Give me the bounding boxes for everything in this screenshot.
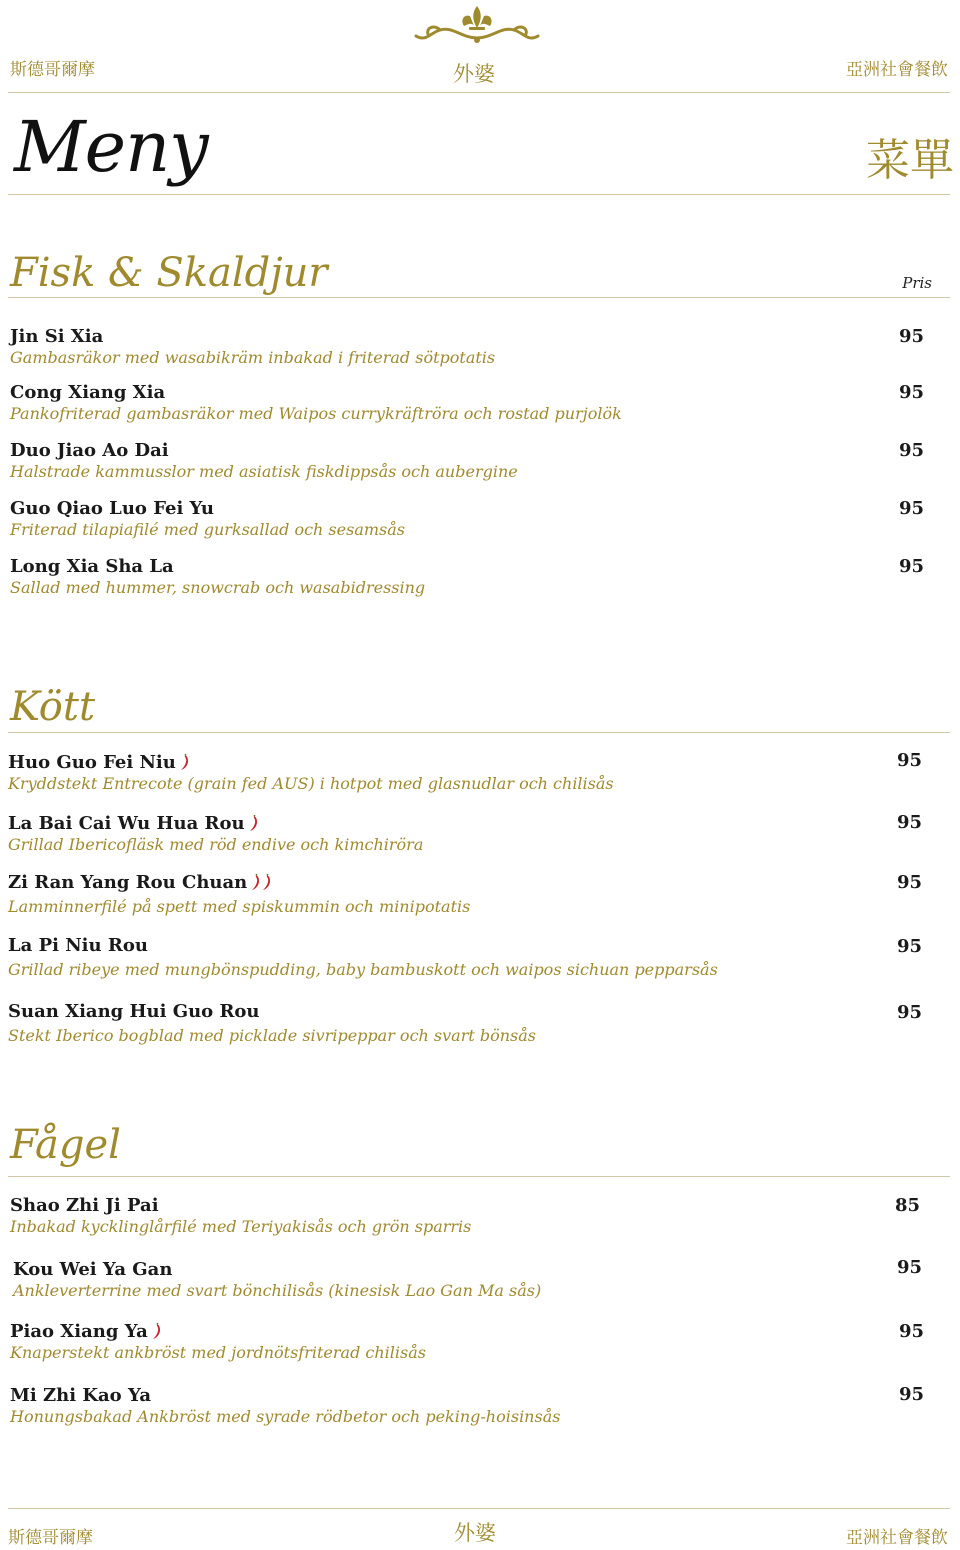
item-description: Pankofriterad gambasräkor med Waipos currykräftröra och rostad purjolök: [10, 404, 622, 423]
section-divider-kott: [8, 732, 950, 733]
item-name: Suan Xiang Hui Guo Rou: [8, 1001, 260, 1022]
menu-item: [8, 813, 938, 854]
item-description: Sallad med hummer, snowcrab och wasabidressing: [10, 578, 426, 597]
item-description: Inbakad kycklinglårfilé med Teriyakisås och grön sparris: [10, 1217, 472, 1236]
chili-indicator: [251, 874, 271, 891]
item-name: Piao Xiang Ya: [10, 1321, 148, 1342]
item-price: 95: [896, 936, 922, 957]
menu-item: [10, 1195, 940, 1236]
item-description: Ankleverterrine med svart bönchilisås (kinesisk Lao Gan Ma sås): [13, 1281, 542, 1300]
menu-item: [10, 326, 940, 367]
item-name: Jin Si Xia: [10, 326, 104, 347]
item-price: 95: [898, 382, 924, 403]
item-description: Lamminnerfilé på spett med spiskummin och minipotatis: [8, 897, 471, 916]
chili-pepper-icon: [249, 815, 258, 832]
menu-title-chinese: 菜單: [866, 135, 954, 186]
item-name: La Bai Cai Wu Hua Rou: [8, 813, 245, 834]
footer-center-text: 外婆: [454, 1521, 496, 1545]
item-description: Gambasräkor med wasabikräm inbakad i friterad sötpotatis: [10, 348, 496, 367]
item-name: Cong Xiang Xia: [10, 382, 166, 403]
item-description: Knaperstekt ankbröst med jordnötsfriterad chilisås: [10, 1343, 426, 1362]
menu-item: [8, 935, 938, 979]
item-price: 95: [898, 1384, 924, 1405]
item-description: Grillad ribeye med mungbönspudding, baby bambuskott och waipos sichuan pepparsås: [8, 960, 718, 979]
item-description: Grillad Ibericofläsk med röd endive och kimchiröra: [8, 835, 424, 854]
header-left-text: 斯德哥爾摩: [10, 60, 95, 80]
menu-item: [10, 556, 940, 597]
menu-item: [8, 872, 938, 916]
item-price: 95: [896, 872, 922, 893]
item-name: Duo Jiao Ao Dai: [10, 440, 169, 461]
item-price: 95: [898, 556, 924, 577]
item-description: Honungsbakad Ankbröst med syrade rödbetor och peking-hoisinsås: [10, 1407, 561, 1426]
chili-pepper-icon: [251, 874, 260, 891]
section-title-kott: Kött: [10, 684, 96, 730]
item-price: 95: [896, 1002, 922, 1023]
item-price: 95: [898, 440, 924, 461]
title-divider: [8, 194, 950, 195]
menu-item: [10, 382, 940, 423]
item-name: Mi Zhi Kao Ya: [10, 1385, 152, 1406]
item-name: Long Xia Sha La: [10, 556, 174, 577]
section-title-fisk: Fisk & Skaldjur: [10, 250, 328, 296]
footer-divider: [8, 1508, 950, 1509]
section-divider-fisk: [8, 297, 950, 298]
item-name: Kou Wei Ya Gan: [13, 1259, 173, 1280]
item-description: Halstrade kammusslor med asiatisk fiskdippsås och aubergine: [10, 462, 518, 481]
menu-item: [10, 1385, 940, 1426]
chili-pepper-icon: [262, 874, 271, 891]
menu-item: [8, 752, 938, 793]
footer-left-text: 斯德哥爾摩: [8, 1528, 93, 1548]
item-description: Stekt Iberico bogblad med picklade sivripeppar och svart bönsås: [8, 1026, 537, 1045]
chili-indicator: [249, 815, 258, 832]
chili-indicator: [180, 754, 189, 771]
chili-indicator: [152, 1323, 161, 1340]
item-price: 95: [898, 498, 924, 519]
item-price: 95: [898, 326, 924, 347]
item-price: 95: [896, 750, 922, 771]
chili-pepper-icon: [180, 754, 189, 771]
menu-title: Meny: [14, 106, 208, 188]
section-divider-fagel: [8, 1176, 950, 1177]
menu-item: [8, 1001, 938, 1045]
menu-item: [10, 1321, 940, 1362]
item-name: Shao Zhi Ji Pai: [10, 1195, 159, 1216]
item-price: 85: [894, 1195, 920, 1216]
item-price: 95: [896, 812, 922, 833]
item-name: La Pi Niu Rou: [8, 935, 148, 956]
header-divider: [8, 92, 950, 93]
fleur-de-lis-ornament-icon: [412, 2, 542, 48]
item-name: Guo Qiao Luo Fei Yu: [10, 498, 214, 519]
item-price: 95: [896, 1257, 922, 1278]
menu-item: [13, 1259, 943, 1300]
footer-right-text: 亞洲社會餐飲: [846, 1528, 948, 1548]
menu-item: [10, 498, 940, 539]
item-description: Kryddstekt Entrecote (grain fed AUS) i hotpot med glasnudlar och chilisås: [8, 774, 614, 793]
menu-item: [10, 440, 940, 481]
header-center-text: 外婆: [453, 62, 495, 86]
item-name: Huo Guo Fei Niu: [8, 752, 176, 773]
section-title-fagel: Fågel: [10, 1122, 121, 1168]
price-column-label: Pris: [902, 274, 932, 292]
item-price: 95: [898, 1321, 924, 1342]
chili-pepper-icon: [152, 1323, 161, 1340]
header-right-text: 亞洲社會餐飲: [846, 60, 948, 80]
item-description: Friterad tilapiafilé med gurksallad och sesamsås: [10, 520, 405, 539]
item-name: Zi Ran Yang Rou Chuan: [8, 872, 248, 893]
